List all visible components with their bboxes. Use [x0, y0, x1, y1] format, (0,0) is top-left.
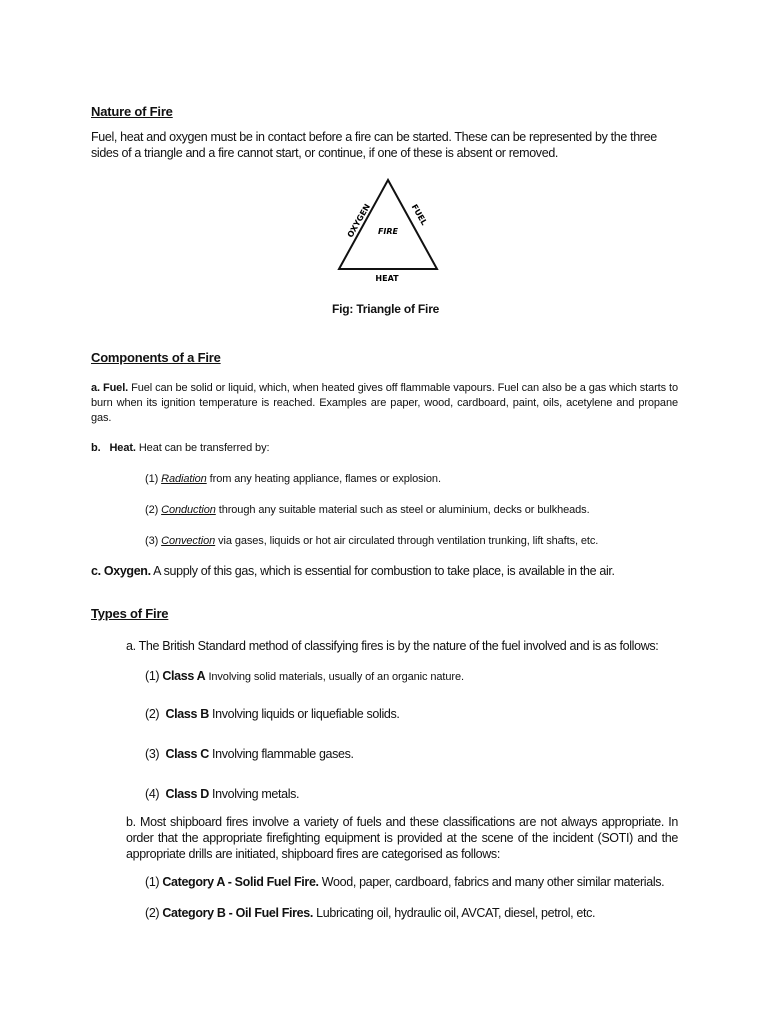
item-number: (2): [145, 906, 160, 920]
term-radiation: Radiation: [161, 473, 207, 485]
oxygen-text: A supply of this gas, which is essential for combustion to take place, is available in the air.: [153, 564, 615, 578]
category-text: Wood, paper, cardboard, fabrics and many other similar materials.: [321, 875, 665, 889]
fuel-text: Fuel can be solid or liquid, which, when heated gives off flammable vapours. Fuel can also be a gas which starts to burn when its ignition temperature is reached. Examples are paper, wood, cardboard, paint, oils, acetylene and propane gas.: [91, 382, 678, 424]
class-text: Involving liquids or liquefiable solids.: [212, 707, 400, 721]
item-number: (1): [145, 473, 159, 485]
category-a-item: [145, 874, 664, 890]
list-item-conduction: [145, 503, 590, 518]
category-text: Lubricating oil, hydraulic oil, AVCAT, diesel, petrol, etc.: [316, 906, 596, 920]
term-convection: Convection: [161, 535, 216, 547]
fuel-paragraph: [91, 381, 678, 426]
oxygen-lead: c. Oxygen.: [91, 564, 151, 578]
list-item-radiation: [145, 472, 441, 487]
item-number: (2): [145, 504, 159, 516]
item-number: (4): [145, 787, 160, 801]
types-intro: a. The British Standard method of classifying fires is by the nature of the fuel involved and is as follows:: [126, 639, 659, 653]
heat-text: Heat can be transferred by:: [138, 442, 270, 454]
nature-paragraph: Fuel, heat and oxygen must be in contact before a fire can be started. These can be represented by the three sides of a triangle and a fire cannot start, or continue, if one of these is absent or removed.: [91, 130, 657, 160]
class-b-item: [145, 706, 400, 722]
category-b-item: [145, 905, 595, 921]
heat-prefix: b.: [91, 442, 101, 454]
class-a-item: [145, 668, 464, 685]
item-number: (3): [145, 747, 160, 761]
heat-label: HEAT: [375, 274, 399, 283]
heat-lead: Heat.: [109, 442, 136, 454]
oxygen-label: OXYGEN: [345, 202, 373, 240]
class-name: Class C: [165, 747, 209, 761]
category-name: Category B - Oil Fuel Fires.: [162, 906, 314, 920]
fire-label: FIRE: [377, 227, 399, 236]
figure-caption: Fig: Triangle of Fire: [332, 302, 440, 316]
class-name: Class A: [162, 669, 206, 683]
item-number: (2): [145, 707, 160, 721]
item-number: (1): [145, 669, 160, 683]
item-text: from any heating appliance, flames or explosion.: [209, 473, 441, 485]
components-heading: Components of a Fire: [91, 350, 221, 365]
class-name: Class D: [165, 787, 209, 801]
fuel-lead: a. Fuel.: [91, 382, 129, 394]
class-text: Involving solid materials, usually of an organic nature.: [208, 671, 464, 683]
term-conduction: Conduction: [161, 504, 216, 516]
fire-triangle-diagram: [326, 172, 446, 287]
types-heading: Types of Fire: [91, 606, 169, 621]
class-name: Class B: [165, 707, 209, 721]
class-text: Involving flammable gases.: [212, 747, 354, 761]
nature-heading: Nature of Fire: [91, 104, 173, 119]
item-number: (3): [145, 535, 159, 547]
heat-paragraph: [91, 441, 269, 456]
class-text: Involving metals.: [212, 787, 300, 801]
category-name: Category A - Solid Fuel Fire.: [162, 875, 319, 889]
fuel-label: FUEL: [409, 202, 429, 227]
class-c-item: [145, 746, 354, 762]
shipboard-paragraph: b. Most shipboard fires involve a variety of fuels and these classifications are not always appropriate. In order that the appropriate firefighting equipment is provided at the scene of the incident (SOTI) and the appropriate drills are initiated, shipboard fires are categorised as follows:: [126, 815, 678, 861]
class-d-item: [145, 786, 299, 802]
item-text: through any suitable material such as steel or aluminium, decks or bulkheads.: [218, 504, 590, 516]
oxygen-paragraph: [91, 563, 615, 579]
list-item-convection: [145, 534, 598, 549]
item-text: via gases, liquids or hot air circulated through ventilation trunking, lift shafts, etc.: [218, 535, 599, 547]
item-number: (1): [145, 875, 160, 889]
